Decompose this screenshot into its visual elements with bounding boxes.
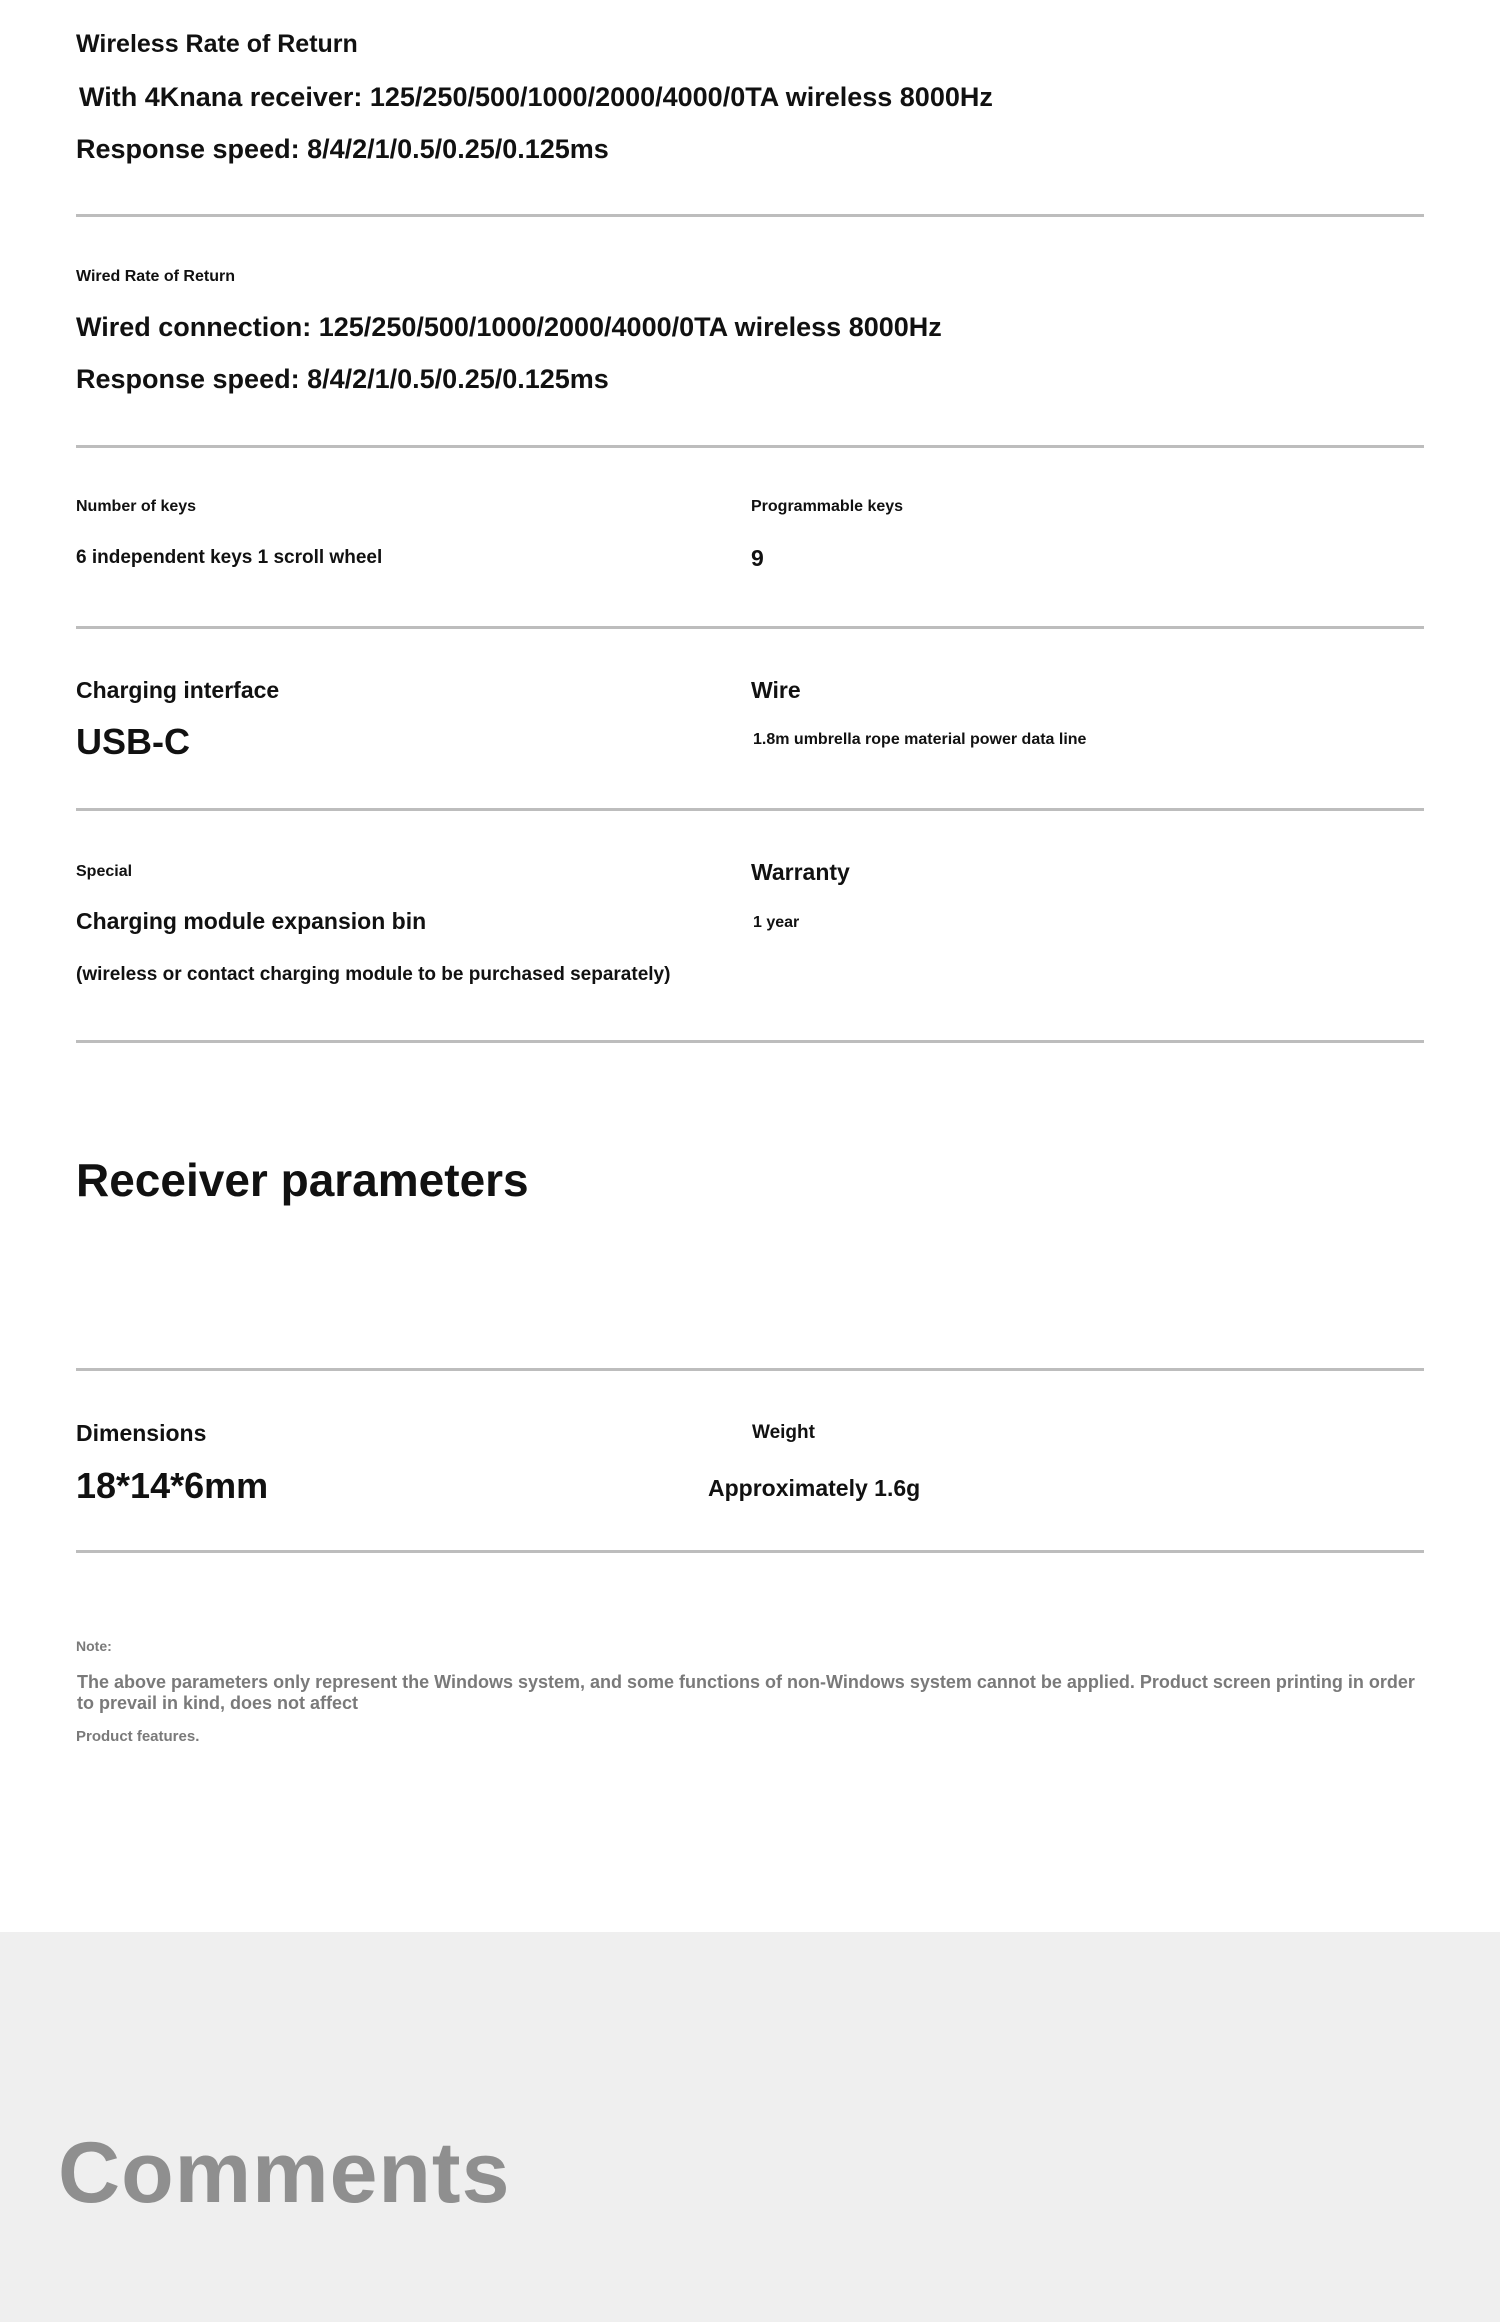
divider xyxy=(76,626,1424,629)
divider xyxy=(76,1550,1424,1553)
wireless-title: Wireless Rate of Return xyxy=(76,30,358,58)
dimensions-value: 18*14*6mm xyxy=(76,1465,269,1506)
wireless-line-1: With 4Knana receiver: 125/250/500/1000/2000/4000/0TA wireless 8000Hz xyxy=(79,82,993,112)
wired-line-2: Response speed: 8/4/2/1/0.5/0.25/0.125ms xyxy=(76,364,609,394)
warranty-label: Warranty xyxy=(751,859,850,885)
divider xyxy=(76,214,1424,217)
weight-value: Approximately 1.6g xyxy=(708,1475,921,1501)
programmable-label: Programmable keys xyxy=(751,498,904,515)
warranty-value: 1 year xyxy=(753,914,800,931)
keys-value: 6 independent keys 1 scroll wheel xyxy=(76,547,383,568)
receiver-heading: Receiver parameters xyxy=(76,1154,529,1206)
special-sub: (wireless or contact charging module to be purchased separately) xyxy=(76,964,671,985)
divider xyxy=(76,445,1424,448)
note-text-2: Product features. xyxy=(76,1728,200,1745)
wired-line-1: Wired connection: 125/250/500/1000/2000/4000/0TA wireless 8000Hz xyxy=(76,312,942,342)
charging-value: USB-C xyxy=(76,721,190,762)
charging-label: Charging interface xyxy=(76,677,280,703)
wireless-line-2: Response speed: 8/4/2/1/0.5/0.25/0.125ms xyxy=(76,134,609,164)
divider xyxy=(76,1368,1424,1371)
note-text: The above parameters only represent the Windows system, and some functions of non-Windows system cannot be applied. Product screen printing in order to prevail in kind, does not affect xyxy=(77,1672,1415,1713)
wire-label: Wire xyxy=(751,677,801,703)
special-value: Charging module expansion bin xyxy=(76,908,427,934)
divider xyxy=(76,1040,1424,1043)
keys-label: Number of keys xyxy=(76,498,197,515)
special-label: Special xyxy=(76,863,133,880)
comments-title: Comments xyxy=(58,2125,511,2221)
weight-label: Weight xyxy=(752,1422,815,1443)
wire-value: 1.8m umbrella rope material power data line xyxy=(753,731,1087,748)
note-label: Note: xyxy=(76,1638,112,1654)
dimensions-label: Dimensions xyxy=(76,1420,207,1446)
divider xyxy=(76,808,1424,811)
programmable-value: 9 xyxy=(751,545,764,571)
wired-title: Wired Rate of Return xyxy=(76,268,235,285)
